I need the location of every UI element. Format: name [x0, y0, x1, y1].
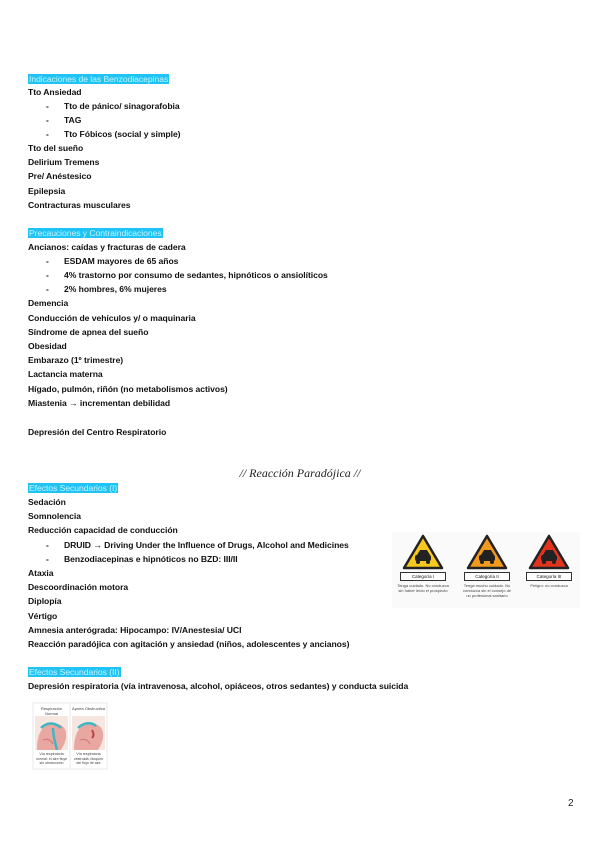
sign-description: Peligro: no conduzca	[530, 583, 568, 588]
precauciones-heading: Precauciones y Contraindicaciones	[29, 228, 162, 238]
efectos1-line: Somnolencia	[28, 511, 81, 521]
paradojica-title: // Reacción Paradójica //	[239, 466, 361, 480]
precauciones-line: Lactancia materna	[28, 369, 103, 379]
page-number: 2	[568, 798, 574, 809]
indicaciones-line: Epilepsia	[28, 186, 66, 196]
efectos2-heading: Efectos Secundarios (II)	[29, 667, 120, 677]
indicaciones-line: Tto del sueño	[28, 143, 84, 153]
driving-warning-signs-figure	[392, 532, 580, 608]
sign-description: Tenga mucho cuidado. No conduzca sin el consejo de un profesional sanitario	[462, 583, 512, 598]
precauciones-line: Demencia	[28, 298, 69, 308]
sign-description: Tenga cuidado. No conduzca sin haber leído el prospecto	[397, 583, 449, 593]
precauciones-extra: Depresión del Centro Respiratorio	[28, 427, 167, 437]
indicaciones-bullet: - Tto de pánico/ sinagorafobia	[46, 101, 180, 111]
sign-category-label: Categoría II	[464, 572, 510, 581]
car-warning-triangle-icon	[402, 534, 444, 570]
indicaciones-bullet: - TAG	[46, 115, 82, 125]
airway-panel-obstructed	[71, 704, 106, 768]
panel-caption: Vía respiratoria normal: el aire fluye sin obstrucción	[35, 752, 68, 765]
car-warning-triangle-icon	[528, 534, 570, 570]
efectos1-bullet: - Benzodiacepinas e hipnóticos no BZD: III/II	[46, 554, 238, 564]
precauciones-line: Obesidad	[28, 341, 67, 351]
precauciones-bullet: - ESDAM mayores de 65 años	[46, 256, 179, 266]
efectos1-line: Diplopía	[28, 596, 62, 606]
precauciones-bullet: - 4% trastorno por consumo de sedantes, hipnóticos o ansiolíticos	[46, 270, 328, 280]
efectos1-line: Ataxia	[28, 568, 54, 578]
efectos1-bullet: - DRUID → Driving Under the Influence of Drugs, Alcohol and Medicines	[46, 540, 349, 550]
car-warning-triangle-icon	[466, 534, 508, 570]
indicaciones-line: Contracturas musculares	[28, 200, 131, 210]
efectos1-line: Reacción paradójica con agitación y ansiedad (niños, adolescentes y ancianos)	[28, 639, 350, 649]
precauciones-line: Ancianos: caídas y fracturas de cadera	[28, 242, 186, 252]
efectos1-line: Sedación	[28, 497, 66, 507]
efectos2-line: Depresión respiratoria (vía intravenosa, alcohol, opiáceos, otros sedantes) y conducta suicida	[28, 681, 409, 691]
panel-caption: Vía respiratoria obstruida: bloqueo del flujo de aire	[73, 752, 104, 765]
efectos1-line: Vértigo	[28, 611, 58, 621]
precauciones-line: Embarazo (1º trimestre)	[28, 355, 124, 365]
warning-sign-category-1	[394, 532, 452, 608]
indicaciones-line: Tto Ansiedad	[28, 87, 82, 97]
airway-illustration-icon	[35, 716, 68, 750]
efectos1-line: Descoordinación motora	[28, 582, 129, 592]
airway-illustration-icon	[72, 716, 105, 750]
airway-panel-normal	[34, 704, 69, 768]
precauciones-bullet: - 2% hombres, 6% mujeres	[46, 284, 167, 294]
indicaciones-line: Pre/ Anéstesico	[28, 171, 92, 181]
precauciones-line: Síndrome de apnea del sueño	[28, 327, 149, 337]
sign-category-label: Categoría I	[400, 572, 446, 581]
efectos1-line: Reducción capacidad de conducción	[28, 525, 178, 535]
panel-title: Respiración Normal	[40, 706, 63, 716]
respiratory-airway-figure	[32, 702, 108, 770]
sign-category-label: Categoría III	[526, 572, 572, 581]
indicaciones-heading: Indicaciones de las Benzodiacepinas	[29, 74, 169, 84]
panel-title: Apnea Obstructiva	[72, 706, 105, 711]
indicaciones-line: Delirium Tremens	[28, 157, 100, 167]
precauciones-line: Conducción de vehículos y/ o maquinaria	[28, 313, 196, 323]
indicaciones-bullet: - Tto Fóbicos (social y simple)	[46, 129, 181, 139]
warning-sign-category-3	[520, 532, 578, 608]
precauciones-line: Miastenia → incrementan debilidad	[28, 398, 171, 408]
efectos1-line: Amnesia anterógrada: Hipocampo: IV/Anestesia/ UCI	[28, 625, 242, 635]
precauciones-line: Hígado, pulmón, riñón (no metabolismos activos)	[28, 384, 228, 394]
efectos1-heading: Efectos Secundarios (I)	[29, 483, 118, 493]
warning-sign-category-2	[458, 532, 516, 608]
